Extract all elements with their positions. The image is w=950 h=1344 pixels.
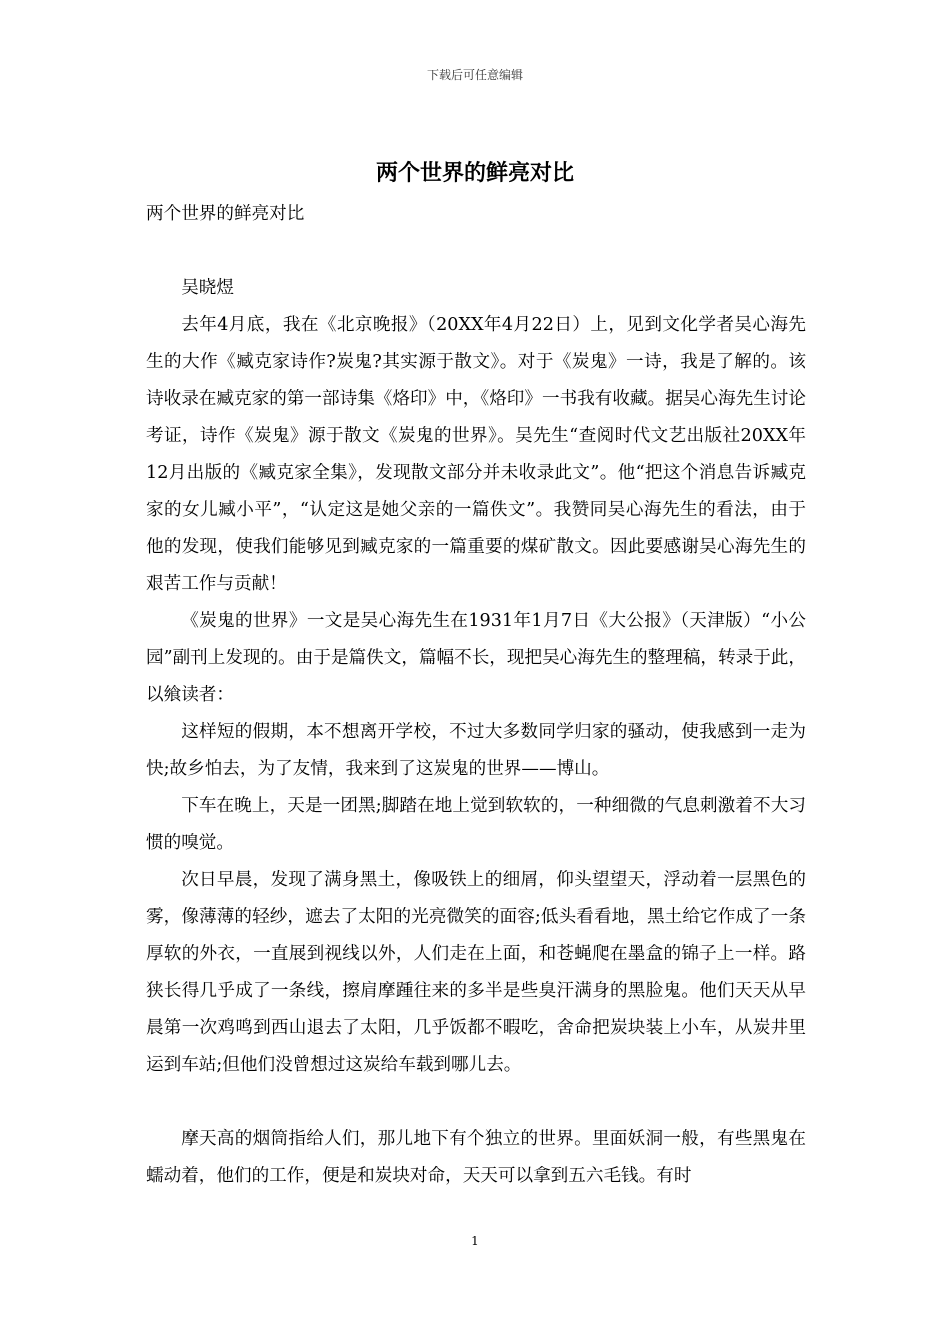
page-header: 下载后可任意编辑 — [426, 68, 523, 82]
paragraph: 下车在晚上，天是一团黑;脚踏在地上觉到软软的，一种细微的气息刺激着不大习惯的嗅觉。 — [146, 796, 806, 853]
paragraph: 次日早晨，发现了满身黑土，像吸铁上的细屑，仰头望望天，浮动着一层黑色的雾，像薄薄的轻纱，遮去了太阳的光亮微笑的面容;低头看看地，黑土给它作成了一条厚软的外衣，一直展到视线以外，人们走在上面，和苍蝇爬在墨盒的锦子上一样。路狭长得几乎成了一条线，擦肩摩踵往来的多半是些臭汗满身的黑脸鬼。他们天天从早晨第一次鸡鸣到西山退去了太阳，几乎饭都不暇吃，舍命把炭块装上小车，从炭井里运到车站;但他们没曾想过这炭给车载到哪儿去。 — [146, 870, 806, 1075]
subtitle: 两个世界的鲜亮对比 — [146, 204, 305, 224]
page-number: 1 — [471, 1234, 479, 1248]
blank-line — [146, 1084, 806, 1121]
document-body — [146, 196, 806, 1195]
blank-line — [146, 233, 806, 270]
paragraph: 《炭鬼的世界》一文是吴心海先生在1931年1月7日《大公报》（天津版）“小公园”副刊上发现的。由于是篇佚文，篇幅不长，现把吴心海先生的整理稿，转录于此，以飨读者： — [146, 611, 806, 705]
paragraph: 这样短的假期，本不想离开学校，不过大多数同学归家的骚动，使我感到一走为快;故乡怕去，为了友情，我来到了这炭鬼的世界——博山。 — [146, 722, 806, 779]
paragraph: 摩天高的烟筒指给人们，那儿地下有个独立的世界。里面妖洞一般，有些黑鬼在蠕动着，他们的工作，便是和炭块对命，天天可以拿到五六毛钱。有时 — [146, 1129, 806, 1186]
paragraph: 去年4月底，我在《北京晚报》（20XX年4月22日）上，见到文化学者吴心海先生的大作《臧克家诗作?炭鬼?其实源于散文》。对于《炭鬼》一诗，我是了解的。该诗收录在臧克家的第一部诗集《烙印》中，《烙印》一书我有收藏。据吴心海先生讨论考证，诗作《炭鬼》源于散文《炭鬼的世界》。吴先生“查阅时代文艺出版社20XX年12月出版的《臧克家全集》，发现散文部分并未收录此文”。他“把这个消息告诉臧克家的女儿臧小平”，“认定这是她父亲的一篇佚文”。我赞同吴心海先生的看法，由于他的发现，使我们能够见到臧克家的一篇重要的煤矿散文。因此要感谢吴心海先生的艰苦工作与贡献！ — [146, 315, 806, 594]
document-title: 两个世界的鲜亮对比 — [375, 160, 574, 186]
author: 吴晓煜 — [181, 278, 234, 298]
